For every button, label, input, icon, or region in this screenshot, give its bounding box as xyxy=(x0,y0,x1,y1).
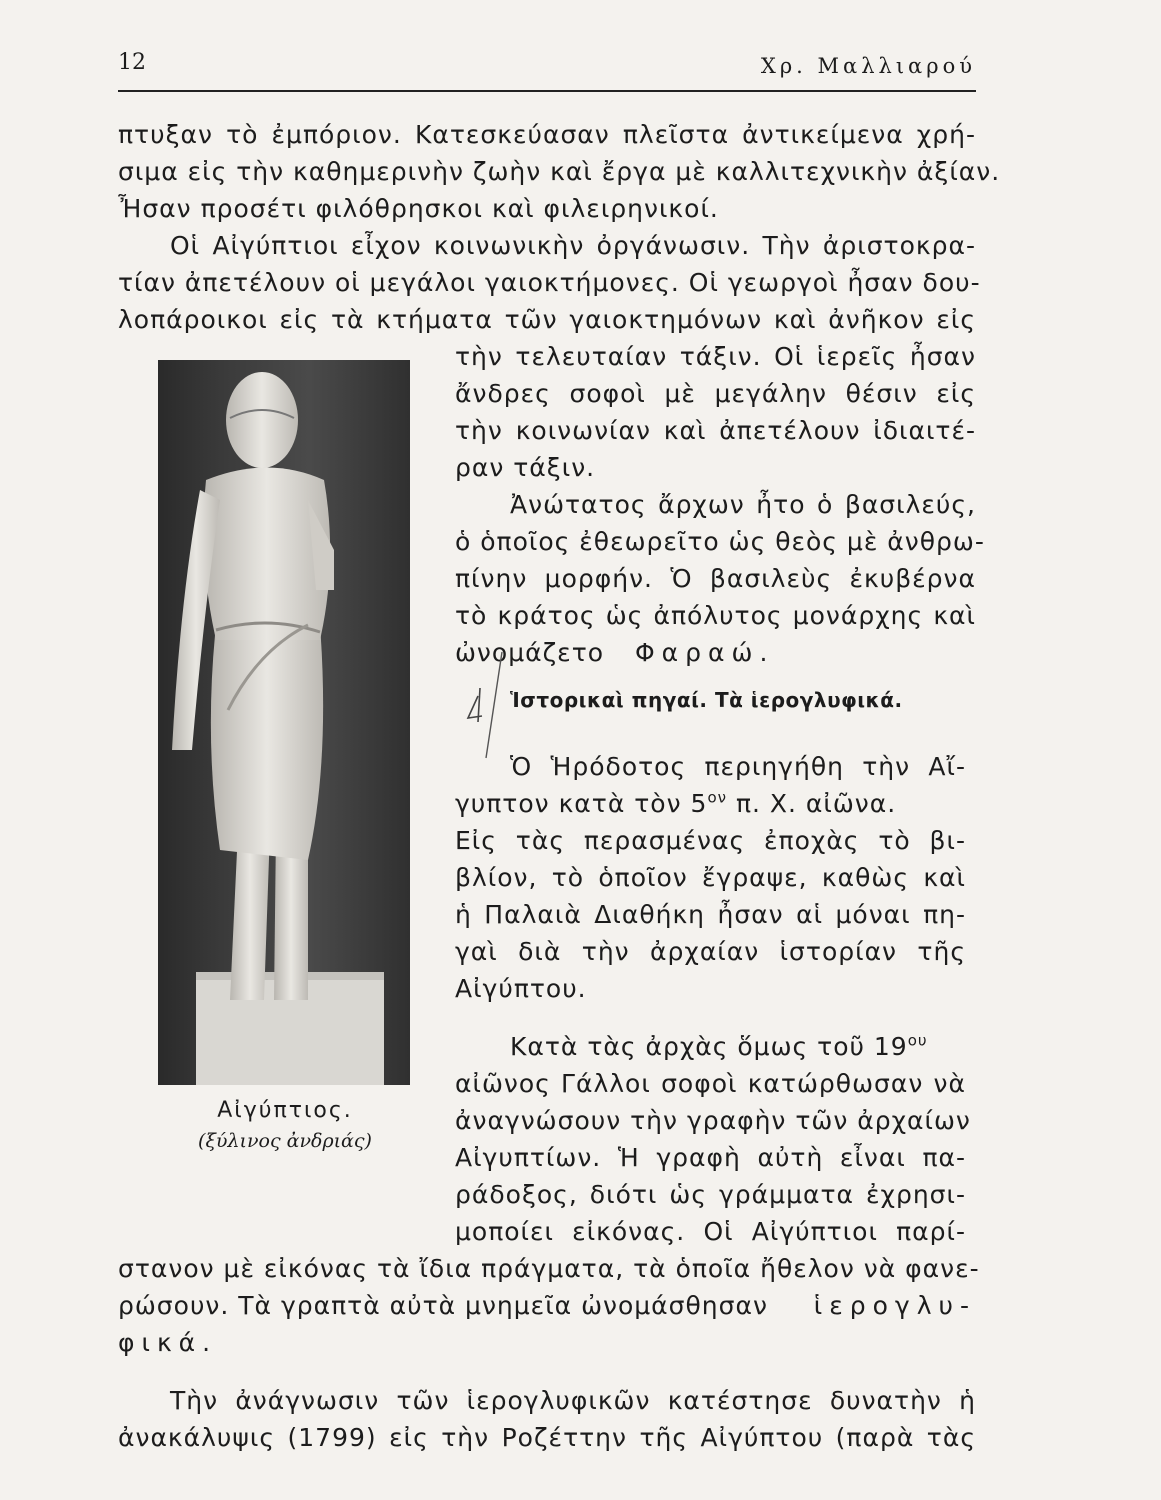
text-line xyxy=(510,1030,966,1064)
text-line: ὁ ὁποῖος ἐθεωρεῖτο ὡς θεὸς μὲ ἀνθρω- xyxy=(455,527,985,556)
text-fragment: ὠνομάζετο xyxy=(455,638,605,667)
text-fragment: γυπτον κατὰ τὸν $5^{o\nu}$ π. Χ. αἰῶνα. xyxy=(455,788,897,818)
text-line: τὸ κράτος ὡς ἀπόλυτος μονάρχης καὶ xyxy=(455,601,976,630)
emphasized-word: ἱερογλυ- xyxy=(813,1291,976,1320)
text-line: τίαν ἀπετέλουν οἱ μεγάλοι γαιοκτήμονες. Οἱ γεωργοὶ ἦσαν δου- xyxy=(118,268,981,297)
figure-caption-subtitle: (ξύλινος ἀνδριάς) xyxy=(198,1130,372,1152)
text-line: ἡ Παλαιὰ Διαθήκη ἦσαν αἱ μόναι πη- xyxy=(455,900,966,929)
emphasized-word: Φαραώ. xyxy=(635,638,775,667)
text-line: βλίον, τὸ ὁποῖον ἔγραψε, καθὼς καὶ xyxy=(455,863,966,892)
text-line: στανον μὲ εἰκόνας τὰ ἴδια πράγματα, τὰ ὁποῖα ἤθελον νὰ φανε- xyxy=(118,1254,980,1283)
text-line xyxy=(455,636,991,670)
text-line: λοπάροικοι εἰς τὰ κτήματα τῶν γαιοκτημόνων καὶ ἀνῆκον εἰς xyxy=(118,305,976,334)
section-heading: Ἱστορικαὶ πηγαί. Τὰ ἱερογλυφικά. xyxy=(510,688,903,712)
text-line: ἀνακάλυψις (1799) εἰς τὴν Ροζέττην τῆς Αἰγύπτου (παρὰ τὰς xyxy=(118,1423,976,1452)
page-number: 12 xyxy=(118,50,146,75)
text-line: φικά. xyxy=(118,1328,218,1357)
text-line: Εἰς τὰς περασμένας ἐποχὰς τὸ βι- xyxy=(455,826,966,855)
text-line: τὴν τελευταίαν τάξιν. Οἱ ἱερεῖς ἦσαν xyxy=(455,342,976,371)
text-fragment: Κατὰ τὰς ἀρχὰς ὅμως τοῦ $19^{o\upsilon}$ xyxy=(510,1031,928,1061)
text-line: πτυξαν τὸ ἐμπόριον. Κατεσκεύασαν πλεῖστα ἀντικείμενα χρή- xyxy=(118,120,976,149)
text-line: πίνην μορφήν. Ὁ βασιλεὺς ἐκυβέρνα xyxy=(455,564,976,593)
text-line: ράδοξος, διότι ὡς γράμματα ἐχρησι- xyxy=(455,1180,966,1209)
figure-caption-title: Αἰγύπτιος. xyxy=(217,1098,353,1123)
text-line: αἰῶνος Γάλλοι σοφοὶ κατώρθωσαν νὰ xyxy=(455,1069,966,1098)
text-line: ραν τάξιν. xyxy=(455,453,596,482)
text-line: ἀναγνώσουν τὴν γραφὴν τῶν ἀρχαίων xyxy=(455,1106,971,1135)
running-head: Χρ. Μαλλιαρού xyxy=(760,54,976,78)
text-line: Αἰγυπτίων. Ἡ γραφὴ αὐτὴ εἶναι πα- xyxy=(455,1143,966,1172)
text-line: Οἱ Αἰγύπτιοι εἶχον κοινωνικὴν ὀργάνωσιν. Τὴν ἀριστοκρα- xyxy=(170,231,976,260)
text-line: τὴν κοινωνίαν καὶ ἀπετέλουν ἰδιαιτέ- xyxy=(455,416,976,445)
text-line: γαὶ διὰ τὴν ἀρχαίαν ἱστορίαν τῆς xyxy=(455,937,966,966)
text-line: ἄνδρες σοφοὶ μὲ μεγάλην θέσιν εἰς xyxy=(455,379,976,408)
text-fragment: ρώσουν. Τὰ γραπτὰ αὐτὰ μνημεῖα ὠνομάσθησαν xyxy=(118,1291,768,1320)
text-line: Αἰγύπτου. xyxy=(455,974,587,1003)
text-line: σιμα εἰς τὴν καθημερινὴν ζωὴν καὶ ἔργα μὲ καλλιτεχνικὴν ἀξίαν. xyxy=(118,157,1001,186)
statue-illustration xyxy=(158,360,410,1085)
text-line: Ἦσαν προσέτι φιλόθρησκοι καὶ φιλειρηνικοί. xyxy=(118,194,719,223)
text-line: μοποίει εἰκόνας. Οἱ Αἰγύπτιοι παρί- xyxy=(455,1217,966,1246)
text-line: Ἀνώτατος ἄρχων ἦτο ὁ βασιλεύς, xyxy=(510,490,976,519)
text-line: Τὴν ἀνάγνωσιν τῶν ἱερογλυφικῶν κατέστησε δυνατὴν ἡ xyxy=(170,1386,976,1415)
statue-photo xyxy=(158,360,410,1085)
page-header xyxy=(118,44,976,92)
text-line xyxy=(118,1289,976,1323)
pencil-annotation xyxy=(462,648,508,768)
text-line: Ὁ Ἡρόδοτος περιηγήθη τὴν Αἴ- xyxy=(510,752,966,781)
text-line xyxy=(455,787,966,821)
header-rule xyxy=(118,90,976,92)
